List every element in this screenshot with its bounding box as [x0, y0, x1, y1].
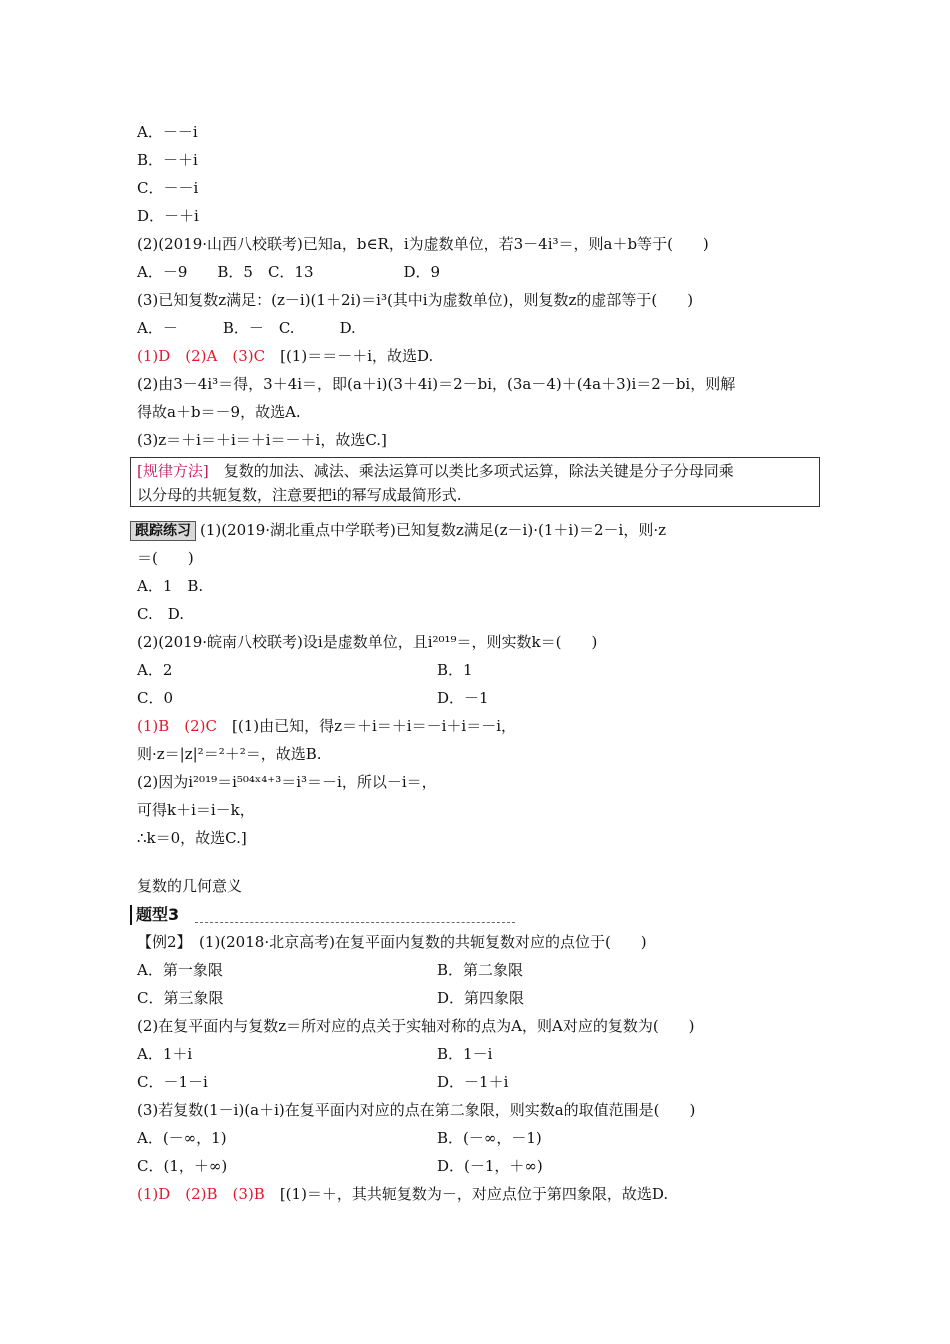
example-2-question2: (2)在复平面内与复数z＝所对应的点关于实轴对称的点为A，则A对应的复数为( )	[137, 1017, 695, 1035]
example-answer-explanation: [(1)＝＋，其共轭复数为－，对应点位于第四象限，故选D.	[264, 1185, 669, 1203]
track-question1-tail: ＝( )	[137, 549, 194, 567]
question-2: (2)(2019·山西八校联考)已知a，b∈R，i为虚数单位，若3－4i³＝，则a＋b等于( )	[137, 235, 709, 253]
example-option-b: B．第二象限	[437, 961, 524, 979]
track-line1	[130, 520, 666, 541]
example-2-question3: (3)若复数(1－i)(a＋i)在复平面内对应的点在第二象限，则实数a的取值范围是( )	[137, 1101, 696, 1119]
track-q2-option-d: D．－1	[437, 689, 489, 707]
answer-explanation: [(1)＝＝－＋i，故选D.	[265, 347, 434, 365]
example-answer-line	[137, 1184, 668, 1204]
question-2-options: A．－9 B．5 C．13 D．9	[137, 263, 441, 281]
option-a: A．－－i	[137, 123, 198, 141]
example-option-c: C．第三象限	[137, 989, 224, 1007]
example-q2-option-c: C．－1－i	[137, 1073, 208, 1091]
example-q2-option-a: A．1＋i	[137, 1045, 193, 1063]
question-3-options: A．－ B．－ C. D.	[137, 319, 356, 337]
example-q3-option-c: C．(1，＋∞)	[137, 1157, 228, 1175]
track-answer-keys: (1)B (2)C	[137, 717, 217, 735]
type-divider	[195, 922, 515, 923]
track-answer-explanation: [(1)由已知，得z＝＋i＝＋i＝－i＋i＝－i，	[217, 717, 516, 735]
option-d: D．－＋i	[137, 207, 199, 225]
example-q3-option-d: D．(－1，＋∞)	[437, 1157, 543, 1175]
example-answer-keys: (1)D (2)B (3)B	[137, 1185, 265, 1203]
example-q3-option-a: A．(－∞，1)	[137, 1129, 227, 1147]
method-text2: 以分母的共轭复数，注意要把i的幂写成最简形式.	[137, 486, 462, 504]
example-q3-option-b: B．(－∞，－1)	[437, 1129, 542, 1147]
track-answer-line	[137, 716, 516, 736]
question-3: (3)已知复数z满足：(z－i)(1＋2i)＝i³(其中i为虚数单位)，则复数z的虚部等于( )	[137, 291, 694, 309]
track-question2: (2)(2019·皖南八校联考)设i是虚数单位，且i²⁰¹⁹＝，则实数k＝( )	[137, 633, 598, 651]
track-q2-option-a: A．2	[137, 661, 173, 679]
track-options-ab: A．1 B.	[137, 577, 204, 595]
method-tag: [规律方法]	[137, 462, 209, 480]
track-options-cd: C. D.	[137, 605, 184, 623]
track-solution-2b: 可得k＋i＝i－k，	[137, 801, 255, 819]
method-line1	[137, 461, 734, 481]
track-solution-2c: ∴k＝0，故选C.]	[137, 829, 247, 847]
solution-2-line1: (2)由3－4i³＝得，3＋4i＝，即(a＋i)(3＋4i)＝2－bi，(3a－4)＋(4a＋3)i＝2－bi，则解	[137, 375, 736, 393]
option-b: B．－＋i	[137, 151, 198, 169]
solution-2-line2: 得故a＋b＝－9，故选A.	[137, 403, 301, 421]
track-solution-1: 则·z＝|z|²＝²＋²＝，故选B.	[137, 745, 322, 763]
example-q2-option-d: D．－1＋i	[437, 1073, 509, 1091]
track-q2-option-c: C．0	[137, 689, 174, 707]
track-question1: (1)(2019·湖北重点中学联考)已知复数z满足(z－i)·(1＋i)＝2－i，则·z	[200, 521, 667, 539]
track-q2-row1	[137, 660, 172, 680]
track-q2-option-b: B．1	[437, 661, 473, 679]
track-solution-2a: (2)因为i²⁰¹⁹＝i⁵⁰⁴ˣ⁴⁺³＝i³＝－i，所以－i＝，	[137, 773, 437, 791]
solution-3: (3)z＝＋i＝＋i＝＋i＝－＋i，故选C.]	[137, 431, 387, 449]
example-q2-option-b: B．1－i	[437, 1045, 493, 1063]
method-text1: 复数的加法、减法、乘法运算可以类比多项式运算，除法关键是分子分母同乘	[208, 462, 734, 480]
method-box	[130, 457, 820, 507]
example-option-a: A．第一象限	[137, 961, 223, 979]
option-c: C．－－i	[137, 179, 199, 197]
answer-line	[137, 346, 433, 366]
track-badge: 跟踪练习	[130, 521, 196, 541]
answer-keys: (1)D (2)A (3)C	[137, 347, 266, 365]
example-option-d: D．第四象限	[437, 989, 525, 1007]
section-title: 复数的几何意义	[137, 877, 243, 895]
type-badge: 题型3	[130, 905, 179, 925]
example-2-question1: 【例2】 (1)(2018·北京高考)在复平面内复数的共轭复数对应的点位于( )	[137, 933, 647, 951]
